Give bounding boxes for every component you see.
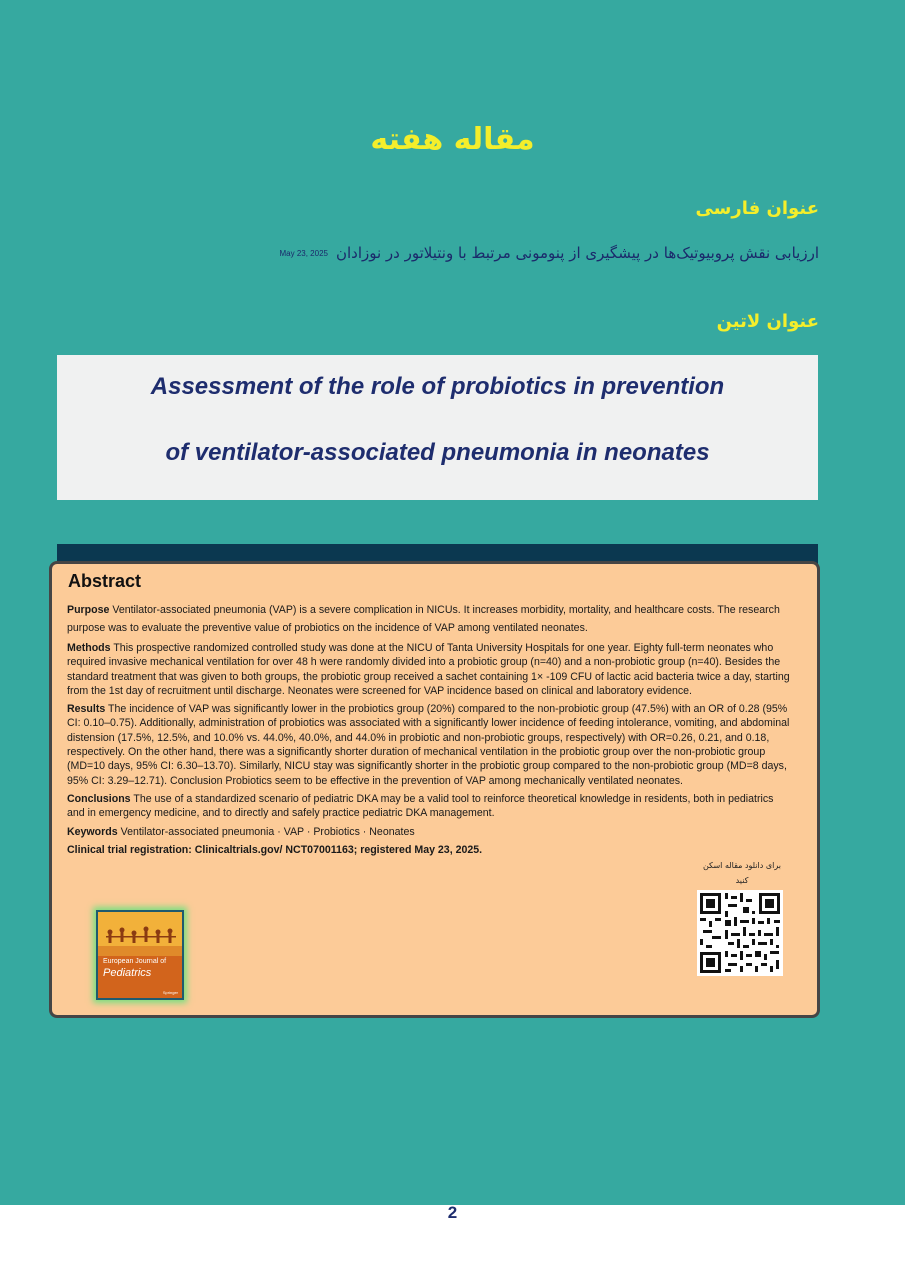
conclusions-text: The use of a standardized scenario of pediatric DKA may be a valid tool to reinforce theoretical knowledge in residents, both in pediatrics and in emergency medicine, and to directly and safely practice pediatric DKA management. <box>67 792 774 820</box>
children-silhouette-icon <box>98 912 182 956</box>
methods-label: Methods <box>67 642 111 654</box>
publication-date: May 23, 2025 <box>279 248 328 258</box>
latin-title-box <box>57 355 818 500</box>
purpose-text: Ventilator-associated pneumonia (VAP) is a severe complication in NICUs. It increases morbidity, mortality, and healthcare costs. The research purpose was to evaluate the preventive value of probiotics on the incidence of VAP among ventilated neonates. <box>67 604 780 634</box>
purpose-label: Purpose <box>67 604 110 616</box>
abstract-card <box>49 561 820 1018</box>
results-text: The incidence of VAP was significantly lower in the probiotics group (20%) compared to the non-probiotic group (47.5%) with an OR of 0.28 (95% CI: 0.10–0.75). Additionally, administration of probiotics was associated with a significantly lower incidence of feeding intolerance, vomiting, and abdominal distension (17.5%, 12.5%, and 10.0% vs. 44.0%, 40.0%, and 44.0% in probiotic and non-probiotic groups, respectively) with OR=0.26, 0.21, and 0.18, respectively. On the other hand, there was a significantly shorter duration of mechanical ventilation in the probiotic group over the non-probiotic group (MD=10 days, 95% CI: 6.30–13.70). Similarly, NICU stay was significantly shorter in the probiotic group compared to the non-probiotic group (MD=8 days, 95% CI: 3.29–12.71). Conclusion Probiotics seem to be effective in the prevention of VAP among mechanically ventilated neonates. <box>67 703 790 787</box>
conclusions-paragraph <box>67 792 792 821</box>
qr-code-graphic <box>697 890 783 976</box>
qr-code[interactable] <box>697 890 783 976</box>
persian-title-label: عنوان فارسی <box>695 198 819 219</box>
keywords-paragraph <box>67 825 792 839</box>
results-paragraph <box>67 702 792 788</box>
page-number: 2 <box>447 1203 458 1222</box>
conclusions-label: Conclusions <box>67 792 131 805</box>
latin-title-line-2: of ventilator-associated pneumonia in neonates <box>165 439 710 466</box>
keywords-label: Keywords <box>67 825 118 838</box>
methods-paragraph <box>67 641 792 698</box>
purpose-paragraph <box>67 601 792 637</box>
abstract-body <box>67 601 792 861</box>
methods-text: This prospective randomized controlled study was done at the NICU of Tanta University Hospitals for one year. Eighty full-term neonates who required invasive mechanical ventilation for over 48 h were randomly divided into a probiotic group (n=40) and a non-probiotic group (n=40). Besides the standard treatment that was given to both groups, the probiotic group received a sachet containing 1× -109 CFU of lactic acid bacteria twice a day, starting from the 1st day of recruitment until discharge. Neonates were screened for VAP incidence based on clinical and laboratory evidence. <box>67 642 790 697</box>
journal-publisher: Springer <box>162 990 178 995</box>
latin-title-label: عنوان لاتین <box>716 311 819 332</box>
journal-name-line-2: Pediatrics <box>103 967 152 979</box>
results-label: Results <box>67 703 106 716</box>
qr-caption-line-2: کنید <box>735 876 749 885</box>
latin-title-line-1: Assessment of the role of probiotics in prevention <box>150 373 725 400</box>
page-headline: مقاله هفته <box>370 122 535 157</box>
journal-name-line-1: European Journal of <box>103 958 167 965</box>
abstract-title: Abstract <box>68 571 142 591</box>
qr-caption-line-1: برای دانلود مقاله اسکن <box>702 861 782 870</box>
keywords-text: Ventilator-associated pneumonia · VAP · Probiotics · Neonates <box>120 825 415 838</box>
clinical-trial-registration: Clinical trial registration: Clinicaltrials.gov/ NCT07001163; registered May 23, 2025. <box>67 843 483 856</box>
journal-cover-art <box>98 912 182 956</box>
qr-caption <box>692 858 792 888</box>
journal-cover <box>96 910 184 1000</box>
persian-title-row <box>279 244 819 262</box>
persian-title: ارزیابی نقش پروبیوتیک‌ها در پیشگیری از پنومونی مرتبط با ونتیلاتور در نوزادان <box>335 244 819 262</box>
